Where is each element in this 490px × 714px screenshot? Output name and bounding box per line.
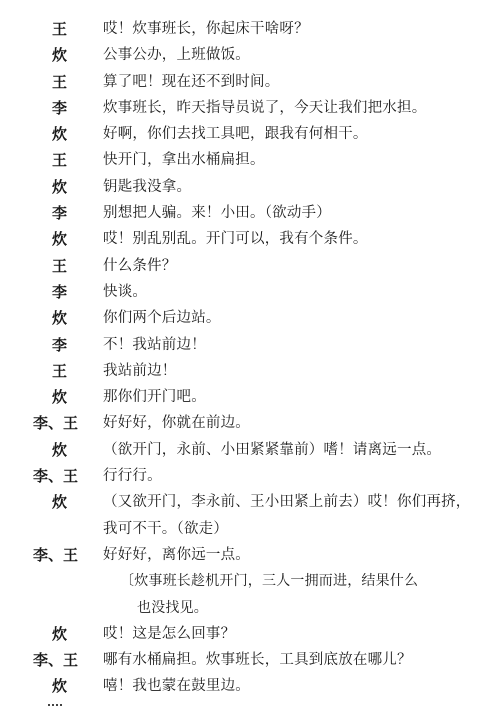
- dialogue-line: [0, 463, 490, 489]
- dialogue-line: [0, 595, 490, 621]
- speaker-label: 李、王: [33, 545, 79, 564]
- dialogue-text: 行行行。: [103, 468, 162, 485]
- dialogue-line: [0, 516, 490, 542]
- dialogue-text: 嘻！我也蒙在鼓里边。: [103, 678, 250, 695]
- dialogue-text: 那你们开门吧。: [103, 389, 206, 406]
- dialogue-line: [0, 673, 490, 699]
- dialogue-line: [0, 542, 490, 568]
- dialogue-text: 哎！别乱别乱。开门可以，我有个条件。: [103, 231, 368, 248]
- dialogue-text: 我可不干。（欲走）: [103, 520, 229, 537]
- dialogue-text: 不！我站前边！: [103, 336, 206, 353]
- speaker-label: 李、王: [33, 467, 79, 486]
- speaker-label: 炊: [52, 677, 68, 696]
- stage-direction: 也没找见。: [137, 599, 208, 616]
- dialogue-line: [0, 253, 490, 279]
- speaker-label: 王: [52, 256, 68, 275]
- speaker-label: 王: [52, 361, 68, 380]
- speaker-label: 炊: [52, 309, 68, 328]
- dialogue-line: [0, 226, 490, 252]
- dialogue-text: 什么条件？: [103, 257, 177, 274]
- dialogue-text: 哎！这是怎么回事？: [103, 625, 236, 642]
- dialogue-text: 别想把人骗。来！小田。（欲动手）: [103, 205, 331, 222]
- dialogue-line: [0, 437, 490, 463]
- stage-direction: 〔炊事班长趁机开门，三人一拥而进，结果什么: [120, 573, 419, 590]
- speaker-label: 炊: [52, 46, 68, 65]
- dialogue-text: 我站前边！: [103, 362, 177, 379]
- speaker-label: 炊: [52, 493, 68, 512]
- dialogue-line: [0, 147, 490, 173]
- script-page: [0, 16, 490, 700]
- speaker-label: 王: [52, 72, 68, 91]
- speaker-label: 李、王: [33, 651, 79, 670]
- dialogue-text: 算了吧！现在还不到时间。: [103, 73, 280, 90]
- speaker-label: 炊: [52, 440, 68, 459]
- speaker-label: 炊: [52, 388, 68, 407]
- dialogue-text: 哎！炊事班长，你起床干啥呀？: [103, 21, 309, 37]
- dialogue-line: [0, 647, 490, 673]
- dialogue-text: 快开门，拿出水桶扁担。: [103, 152, 265, 169]
- dialogue-text: 好好好，你就在前边。: [103, 415, 250, 432]
- dialogue-line: [0, 410, 490, 436]
- speaker-label: 炊: [52, 177, 68, 196]
- dialogue-text: 好好好，离你远一点。: [103, 546, 250, 563]
- dialogue-line: [0, 42, 490, 68]
- dialogue-text: 公事公办，上班做饭。: [103, 47, 250, 64]
- speaker-label: 炊: [52, 125, 68, 144]
- speaker-label: 王: [52, 151, 68, 170]
- dialogue-line: [0, 358, 490, 384]
- dialogue-text: 哪有水桶扁担。炊事班长，工具到底放在哪儿？: [103, 652, 412, 669]
- speaker-label: 李: [52, 335, 68, 354]
- speaker-label: 李、王: [33, 414, 79, 433]
- dialogue-line: [0, 95, 490, 121]
- dialogue-line: [0, 279, 490, 305]
- dialogue-text: 好啊，你们去找工具吧，跟我有何相干。: [103, 126, 368, 143]
- dialogue-line: [0, 305, 490, 331]
- dialogue-line: [0, 200, 490, 226]
- speaker-label: 炊: [52, 230, 68, 249]
- page-footer-mark: [48, 704, 62, 709]
- dialogue-line: [0, 384, 490, 410]
- dialogue-text: 钥匙我没拿。: [103, 178, 192, 195]
- dialogue-text: 炊事班长，昨天指导员说了，今天让我们把水担。: [103, 99, 427, 116]
- speaker-label: 李: [52, 98, 68, 117]
- dialogue-text: （又欲开门，李永前、王小田紧上前去）哎！你们再挤，: [103, 494, 471, 511]
- dialogue-text: 你们两个后边站。: [103, 310, 221, 327]
- dialogue-line: [0, 568, 490, 594]
- dialogue-line: [0, 174, 490, 200]
- dialogue-line: [0, 332, 490, 358]
- speaker-label: 王: [52, 20, 68, 38]
- dialogue-line: [0, 489, 490, 515]
- dialogue-line: [0, 69, 490, 95]
- speaker-label: 李: [52, 282, 68, 301]
- dialogue-line: [0, 621, 490, 647]
- dialogue-text: （欲开门，永前、小田紧紧靠前）嗜！请离远一点。: [103, 441, 442, 458]
- dialogue-text: 快谈。: [103, 283, 148, 300]
- speaker-label: 炊: [52, 624, 68, 643]
- dialogue-line: [0, 121, 490, 147]
- speaker-label: 李: [52, 204, 68, 223]
- dialogue-line: [0, 16, 490, 42]
